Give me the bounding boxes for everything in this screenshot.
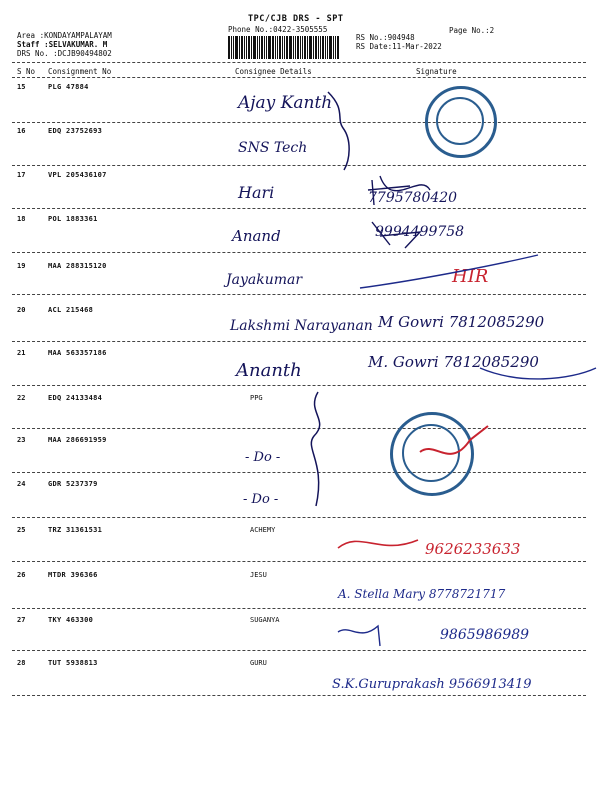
- row-sno: 26: [17, 571, 26, 579]
- col-signature: Signature: [416, 67, 457, 76]
- row-sno: 20: [17, 306, 26, 314]
- phone-number: Phone No.:0422-3505555: [228, 25, 328, 34]
- col-sno: S No: [17, 67, 36, 76]
- printed-name: JESU: [250, 571, 267, 579]
- handwritten-name: Hari: [238, 183, 275, 202]
- signature: HIR: [452, 266, 489, 287]
- row-sno: 25: [17, 526, 26, 534]
- signature: 9865986989: [440, 627, 530, 643]
- row-consignment: MTDR 396366: [48, 571, 98, 579]
- row-sno: 17: [17, 171, 26, 179]
- page-number: Page No.:2: [449, 26, 495, 35]
- rs-number: RS No.:904948: [356, 33, 415, 42]
- signature: S.K.Guruprakash 9566913419: [332, 677, 532, 692]
- row-consignment: PLG 47884: [48, 83, 89, 91]
- handwritten-name: Anand: [232, 227, 281, 245]
- row-consignment: TRZ 31361531: [48, 526, 103, 534]
- row-sno: 16: [17, 127, 26, 135]
- row-consignment: MAA 286691959: [48, 436, 107, 444]
- row-sno: 22: [17, 394, 26, 402]
- row-consignment: EDQ 23752693: [48, 127, 103, 135]
- document-title: TPC/CJB DRS - SPT: [248, 14, 344, 24]
- row-consignment: GDR 5237379: [48, 480, 98, 488]
- rs-date: RS Date:11-Mar-2022: [356, 42, 442, 51]
- printed-name: SUGANYA: [250, 616, 280, 624]
- handwritten-name: Lakshmi Narayanan: [230, 318, 373, 334]
- row-sno: 18: [17, 215, 26, 223]
- row-sno: 21: [17, 349, 26, 357]
- printed-name: PPG: [250, 394, 263, 402]
- row-consignment: ACL 215468: [48, 306, 94, 314]
- row-consignment: MAA 288315120: [48, 262, 107, 270]
- handwritten-name: Ajay Kanth: [238, 93, 333, 113]
- signature: M. Gowri 7812085290: [368, 353, 539, 371]
- signature: 9626233633: [425, 540, 521, 558]
- area-label: Area :KONDAYAMPALAYAM: [17, 31, 112, 40]
- signature: 9994499758: [375, 224, 465, 240]
- row-consignment: MAA 563357186: [48, 349, 107, 357]
- drs-number: DRS No. :DCJB90494802: [17, 49, 112, 58]
- row-sno: 27: [17, 616, 26, 624]
- row-sno: 28: [17, 659, 26, 667]
- handwritten-name: SNS Tech: [238, 140, 308, 156]
- signature: A. Stella Mary 8778721717: [338, 587, 506, 601]
- row-sno: 24: [17, 480, 26, 488]
- handwritten-name: - Do -: [245, 450, 281, 465]
- row-consignment: TKY 463300: [48, 616, 94, 624]
- signature: 7795780420: [368, 190, 458, 206]
- row-sno: 15: [17, 83, 26, 91]
- handwritten-name: Ananth: [236, 360, 302, 381]
- staff-label: Staff :SELVAKUMAR. M: [17, 40, 108, 49]
- row-sno: 23: [17, 436, 26, 444]
- row-consignment: POL 1883361: [48, 215, 98, 223]
- col-consignee: Consignee Details: [235, 67, 312, 76]
- signature: M Gowri 7812085290: [378, 313, 545, 331]
- row-consignment: EDQ 24133484: [48, 394, 103, 402]
- printed-name: ACHEMY: [250, 526, 276, 534]
- row-sno: 19: [17, 262, 26, 270]
- row-consignment: VPL 205436107: [48, 171, 107, 179]
- handwritten-name: Jayakumar: [226, 272, 303, 288]
- row-consignment: TUT 5938813: [48, 659, 98, 667]
- handwritten-name: - Do -: [243, 492, 279, 507]
- col-consignment: Consignment No: [48, 67, 112, 76]
- printed-name: GURU: [250, 659, 267, 667]
